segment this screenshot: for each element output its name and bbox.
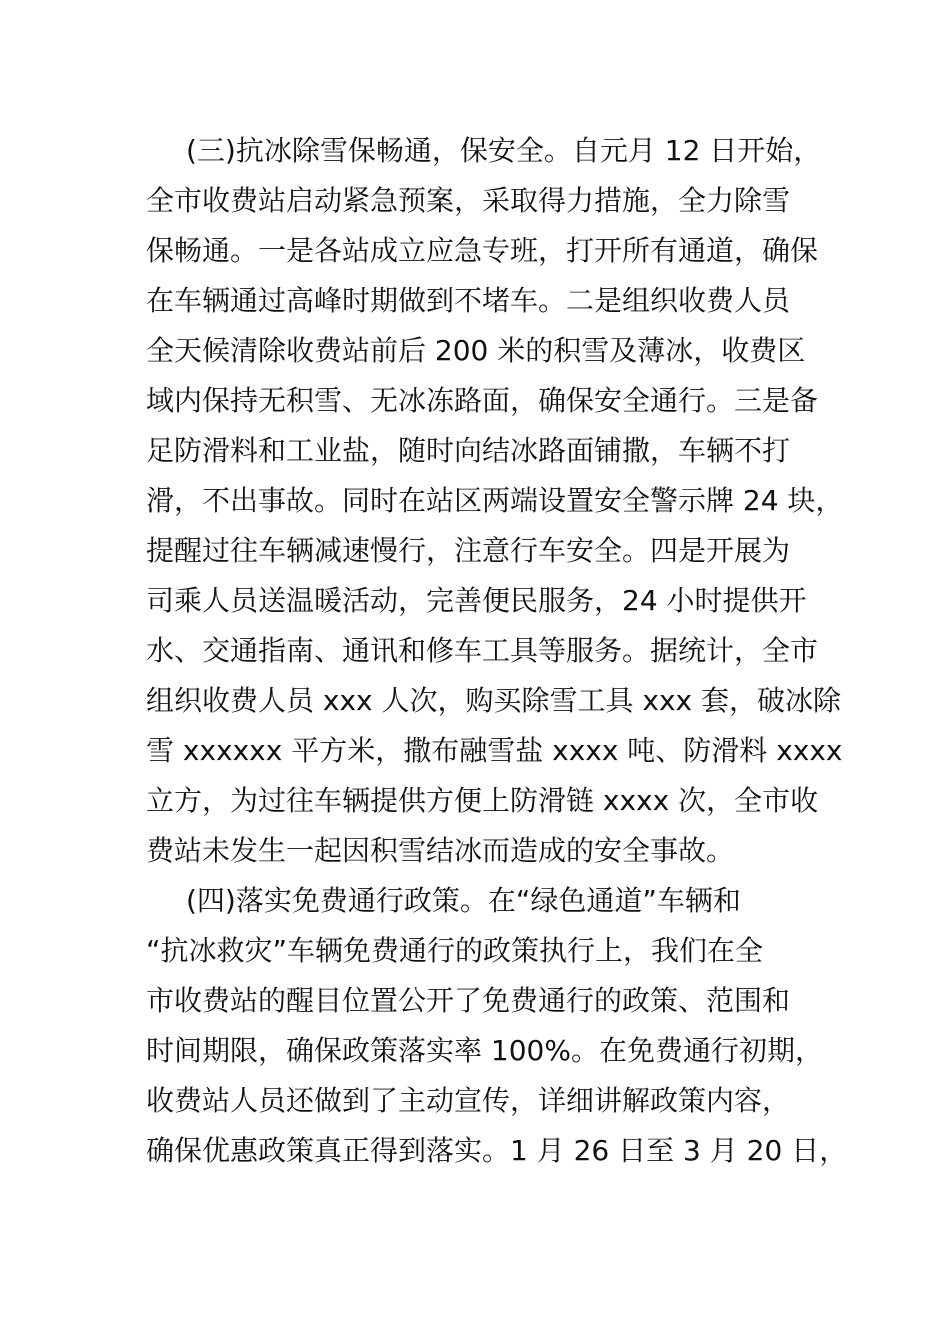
paragraph-line: 足防滑料和工业盐，随时向结冰路面铺撒，车辆不打 <box>146 434 791 467</box>
paragraph-line: 水、交通指南、通讯和修车工具等服务。据统计，全市 <box>146 634 819 667</box>
paragraph-line: (四)落实免费通行政策。在“绿色通道”车辆和 <box>186 884 741 917</box>
paragraph-line: 滑，不出事故。同时在站区两端设置安全警示牌 24 块， <box>146 484 844 517</box>
paragraph-line: 提醒过往车辆减速慢行，注意行车安全。四是开展为 <box>146 534 791 567</box>
paragraph-line: 市收费站的醒目位置公开了免费通行的政策、范围和 <box>146 984 791 1017</box>
paragraph-line: 保畅通。一是各站成立应急专班，打开所有通道，确保 <box>146 234 819 267</box>
paragraph-line: 全天候清除收费站前后 200 米的积雪及薄冰，收费区 <box>146 334 806 367</box>
paragraph-line: 时间期限，确保政策落实率 100%。在免费通行初期， <box>146 1034 823 1067</box>
paragraph-line: 雪 xxxxxx 平方米，撒布融雪盐 xxxx 吨、防滑料 xxxx <box>146 734 843 767</box>
paragraph-line: 收费站人员还做到了主动宣传，详细讲解政策内容， <box>146 1084 791 1117</box>
paragraph-line: (三)抗冰除雪保畅通，保安全。自元月 12 日开始， <box>186 134 822 167</box>
paragraph-4 <box>146 876 848 1176</box>
paragraph-line: 立方，为过往车辆提供方便上防滑链 xxxx 次，全市收 <box>146 784 819 817</box>
paragraph-3 <box>146 126 844 876</box>
paragraph-line: 司乘人员送温暖活动，完善便民服务，24 小时提供开 <box>146 584 807 617</box>
paragraph-line: 确保优惠政策真正得到落实。1 月 26 日至 3 月 20 日， <box>146 1134 848 1167</box>
paragraph-line: 费站未发生一起因积雪结冰而造成的安全事故。 <box>146 834 735 867</box>
paragraph-line: 全市收费站启动紧急预案，采取得力措施，全力除雪 <box>146 184 791 217</box>
paragraph-line: 组织收费人员 xxx 人次，购买除雪工具 xxx 套，破冰除 <box>146 684 842 717</box>
paragraph-line: 在车辆通过高峰时期做到不堵车。二是组织收费人员 <box>146 284 791 317</box>
paragraph-line: “抗冰救灾”车辆免费通行的政策执行上，我们在全 <box>146 934 764 967</box>
paragraph-line: 域内保持无积雪、无冰冻路面，确保安全通行。三是备 <box>146 384 819 417</box>
